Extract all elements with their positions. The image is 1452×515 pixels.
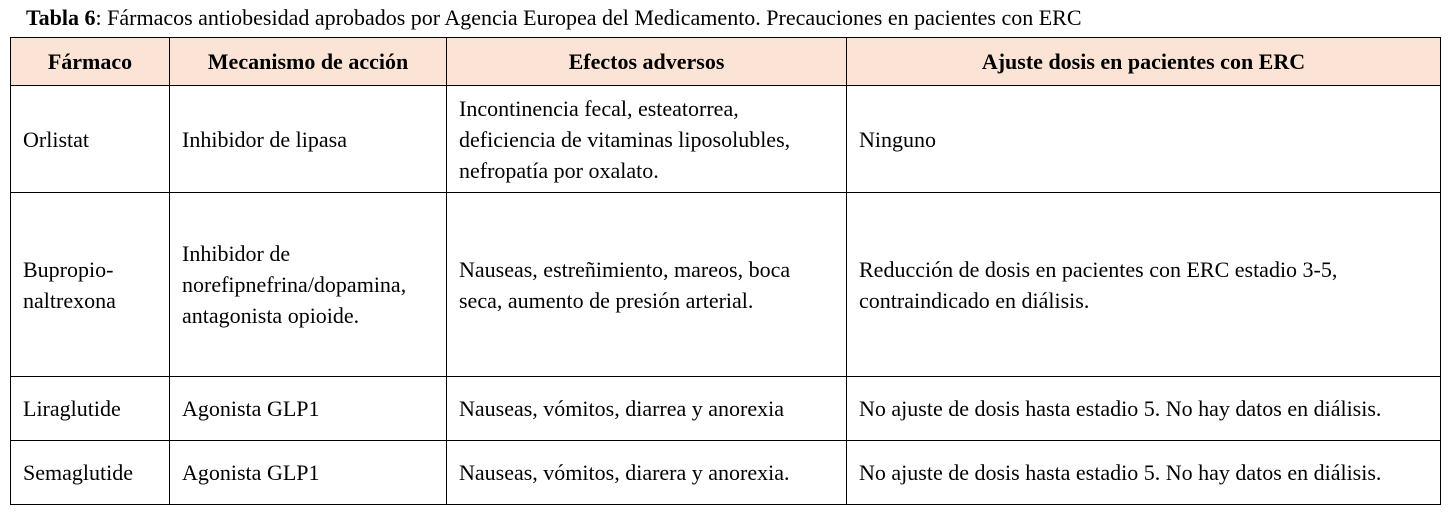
drug-name-cell: Semaglutide (11, 441, 170, 505)
column-header-ajuste-dosis: Ajuste dosis en pacientes con ERC (847, 38, 1441, 86)
adverse-effects-cell: Incontinencia fecal, esteatorrea, deficiencia de vitaminas liposolubles, nefropatía por oxalato. (447, 86, 847, 193)
drug-name-cell: Liraglutide (11, 377, 170, 441)
column-header-mecanismo: Mecanismo de acción (170, 38, 447, 86)
mechanism-cell: Agonista GLP1 (170, 377, 447, 441)
drug-table (10, 37, 1441, 505)
column-header-efectos: Efectos adversos (447, 38, 847, 86)
adverse-effects-cell: Nauseas, estreñimiento, mareos, boca seca, aumento de presión arterial. (447, 193, 847, 377)
table-row (11, 193, 1441, 377)
adverse-effects-cell: Nauseas, vómitos, diarera y anorexia. (447, 441, 847, 505)
table-row (11, 86, 1441, 193)
table-row (11, 441, 1441, 505)
dose-adjustment-cell: No ajuste de dosis hasta estadio 5. No hay datos en diálisis. (847, 377, 1441, 441)
table-header-row (11, 38, 1441, 86)
table-caption-label: Tabla 6 (26, 5, 96, 30)
dose-adjustment-cell: Reducción de dosis en pacientes con ERC estadio 3-5, contraindicado en diálisis. (847, 193, 1441, 377)
table-row (11, 377, 1441, 441)
adverse-effects-cell: Nauseas, vómitos, diarrea y anorexia (447, 377, 847, 441)
mechanism-cell: Inhibidor de norefipnefrina/dopamina, antagonista opioide. (170, 193, 447, 377)
dose-adjustment-cell: Ninguno (847, 86, 1441, 193)
column-header-farmaco: Fármaco (11, 38, 170, 86)
table-caption-text: : Fármacos antiobesidad aprobados por Agencia Europea del Medicamento. Precauciones en pacientes con ERC (95, 5, 1082, 30)
mechanism-cell: Inhibidor de lipasa (170, 86, 447, 193)
mechanism-cell: Agonista GLP1 (170, 441, 447, 505)
table-caption (26, 3, 1082, 33)
dose-adjustment-cell: No ajuste de dosis hasta estadio 5. No hay datos en diálisis. (847, 441, 1441, 505)
drug-name-cell: Bupropio- naltrexona (11, 193, 170, 377)
drug-name-cell: Orlistat (11, 86, 170, 193)
